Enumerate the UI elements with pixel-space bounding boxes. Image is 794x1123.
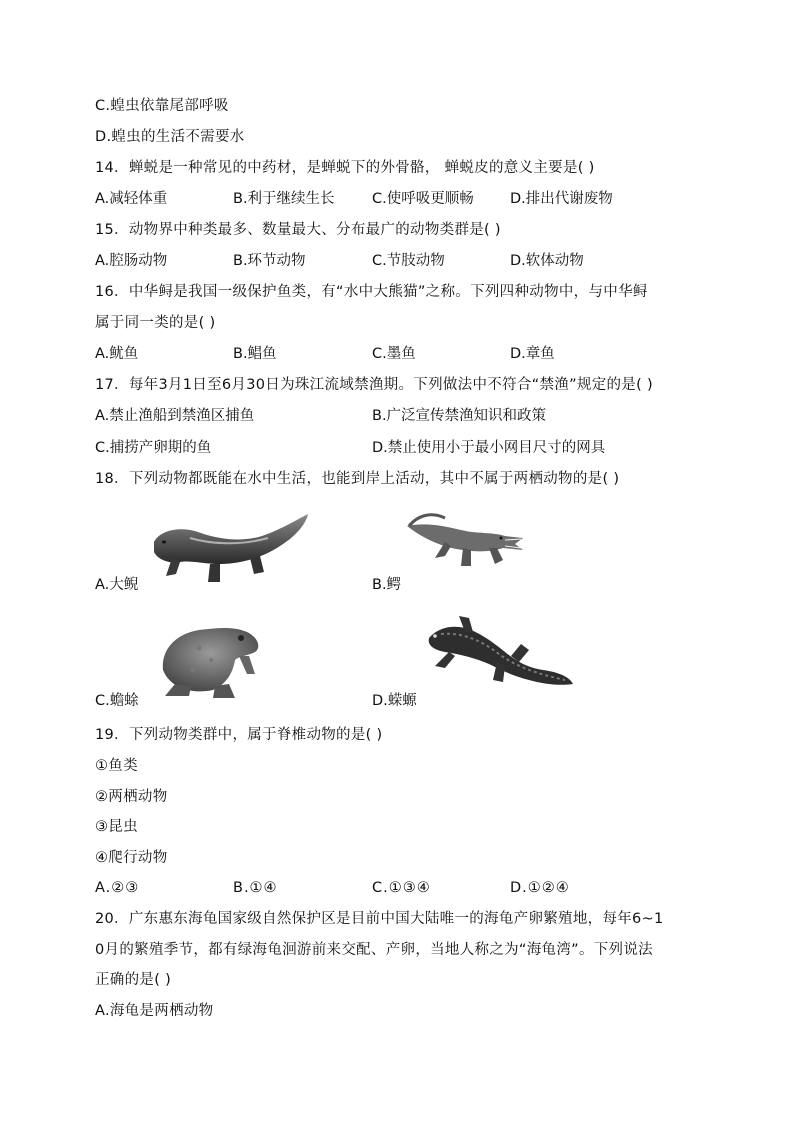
q20-option-a: A.海龟是两栖动物: [95, 1003, 214, 1019]
q20-stem-line1: 20．广东惠东海龟国家级自然保护区是目前中国大陆唯一的海龟产卵繁殖地，每年6~1: [95, 911, 664, 927]
q18-option-a: A.大鲵: [95, 577, 139, 593]
q14-option-a: A.减轻体重: [95, 191, 168, 207]
q15-option-d: D.软体动物: [510, 253, 584, 269]
q16-option-a: A.鱿鱼: [95, 346, 139, 362]
q17-option-b: B.广泛宣传禁渔知识和政策: [372, 408, 547, 424]
q17-option-a: A.禁止渔船到禁渔区捕鱼: [95, 408, 255, 424]
q16-stem-line1: 16．中华鲟是我国一级保护鱼类，有“水中大熊猫”之称。下列四种动物中，与中华鲟: [95, 284, 648, 300]
prev-option-d: D.蝗虫的生活不需要水: [95, 129, 245, 145]
q19-item-1: ①鱼类: [95, 758, 138, 774]
q15-option-b: B.环节动物: [233, 253, 306, 269]
q17-stem: 17．每年3月1日至6月30日为珠江流域禁渔期。下列做法中不符合“禁渔”规定的是( ): [95, 377, 653, 393]
q17-option-d: D.禁止使用小于最小网目尺寸的网具: [372, 440, 606, 456]
q18-option-d: D.蝾螈: [372, 693, 417, 709]
crocodile-image: [405, 508, 525, 580]
q19-option-a: A.②③: [95, 880, 140, 896]
q19-option-d: D.①②④: [510, 880, 570, 896]
q15-option-a: A.腔肠动物: [95, 253, 168, 269]
q18-stem: 18．下列动物都既能在水中生活，也能到岸上活动，其中不属于两栖动物的是( ): [95, 471, 620, 487]
q15-option-c: C.节肢动物: [372, 253, 445, 269]
q16-stem-line2: 属于同一类的是( ): [95, 315, 216, 331]
giant-salamander-image: [150, 512, 312, 592]
prev-option-c: C.蝗虫依靠尾部呼吸: [95, 98, 229, 114]
q17-option-c: C.捕捞产卵期的鱼: [95, 440, 212, 456]
q19-stem: 19．下列动物类群中，属于脊椎动物的是( ): [95, 727, 383, 743]
q16-option-d: D.章鱼: [510, 346, 555, 362]
q18-option-b: B.鳄: [372, 577, 402, 593]
q16-option-c: C.墨鱼: [372, 346, 416, 362]
q20-stem-line2: 0月的繁殖季节，都有绿海龟洄游前来交配、产卵，当地人称之为“海龟湾”。下列说法: [95, 942, 653, 958]
q19-item-3: ③昆虫: [95, 819, 138, 835]
q16-option-b: B.鲳鱼: [233, 346, 277, 362]
q18-option-c: C.蟾蜍: [95, 693, 139, 709]
q14-option-d: D.排出代谢废物: [510, 191, 613, 207]
q14-option-b: B.利于继续生长: [233, 191, 335, 207]
q14-option-c: C.使呼吸更顺畅: [372, 191, 474, 207]
q15-stem: 15．动物界中种类最多、数量最大、分布最广的动物类群是( ): [95, 222, 501, 238]
toad-image: [155, 620, 263, 700]
q20-stem-line3: 正确的是( ): [95, 972, 172, 988]
q19-item-2: ②两栖动物: [95, 789, 168, 805]
q19-option-c: C.①③④: [372, 880, 431, 896]
q19-option-b: B.①④: [233, 880, 278, 896]
q14-stem: 14．蝉蜕是一种常见的中药材，是蝉蜕下的外骨骼， 蝉蜕皮的意义主要是( ): [95, 160, 595, 176]
q19-item-4: ④爬行动物: [95, 850, 168, 866]
newt-image: [425, 610, 575, 698]
